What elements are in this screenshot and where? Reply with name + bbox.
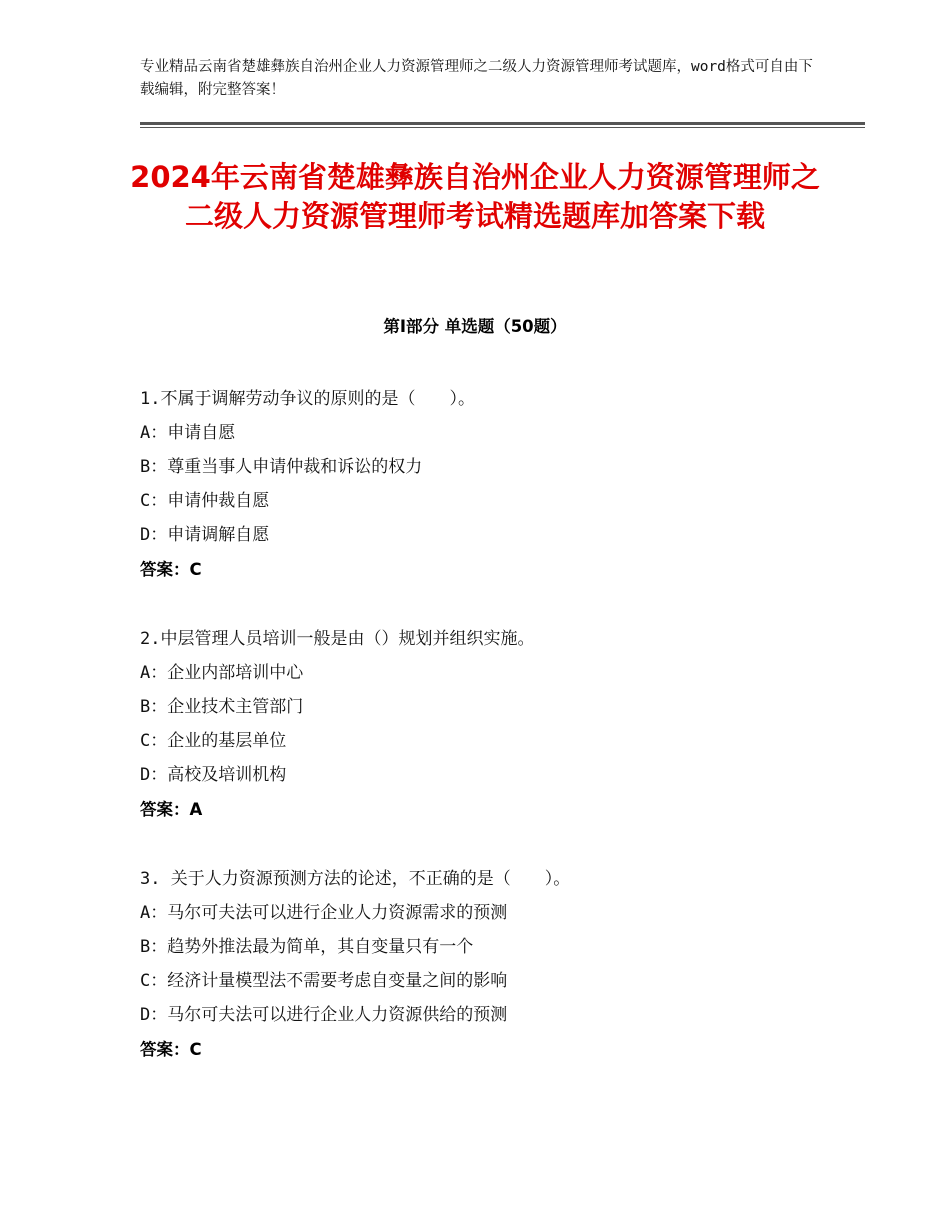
answer: 答案：A <box>140 800 203 819</box>
option-d: D：申请调解自愿 <box>140 525 270 545</box>
option-a: A：申请自愿 <box>140 423 236 443</box>
question-list <box>140 382 840 1102</box>
question-stem: 1.不属于调解劳动争议的原则的是（ ）。 <box>140 389 475 409</box>
option-c: C：申请仲裁自愿 <box>140 491 270 511</box>
option-b: B：尊重当事人申请仲裁和诉讼的权力 <box>140 457 423 477</box>
question-1 <box>140 382 840 588</box>
answer: 答案：C <box>140 1040 202 1059</box>
question-3 <box>140 862 840 1068</box>
question-stem: 3. 关于人力资源预测方法的论述，不正确的是（ ）。 <box>140 869 571 889</box>
option-b: B：趋势外推法最为简单，其自变量只有一个 <box>140 937 474 957</box>
option-c: C：经济计量模型法不需要考虑自变量之间的影响 <box>140 971 508 991</box>
option-c: C：企业的基层单位 <box>140 731 287 751</box>
question-stem: 2.中层管理人员培训一般是由（）规划并组织实施。 <box>140 629 535 649</box>
answer: 答案：C <box>140 560 202 579</box>
question-2 <box>140 622 840 828</box>
header-rule-thin <box>140 127 865 128</box>
header-rule-thick <box>140 122 865 125</box>
header-note: 专业精品云南省楚雄彝族自治州企业人力资源管理师之二级人力资源管理师考试题库，word格式可自由下载编辑，附完整答案！ <box>140 59 813 98</box>
option-d: D：马尔可夫法可以进行企业人力资源供给的预测 <box>140 1005 508 1025</box>
option-a: A：马尔可夫法可以进行企业人力资源需求的预测 <box>140 903 508 923</box>
section-title: 第Ⅰ部分 单选题（50题） <box>383 317 567 336</box>
option-b: B：企业技术主管部门 <box>140 697 304 717</box>
option-d: D：高校及培训机构 <box>140 765 287 785</box>
option-a: A：企业内部培训中心 <box>140 663 304 683</box>
document-title: 2024年云南省楚雄彝族自治州企业人力资源管理师之二级人力资源管理师考试精选题库加答案下载 <box>130 160 820 233</box>
